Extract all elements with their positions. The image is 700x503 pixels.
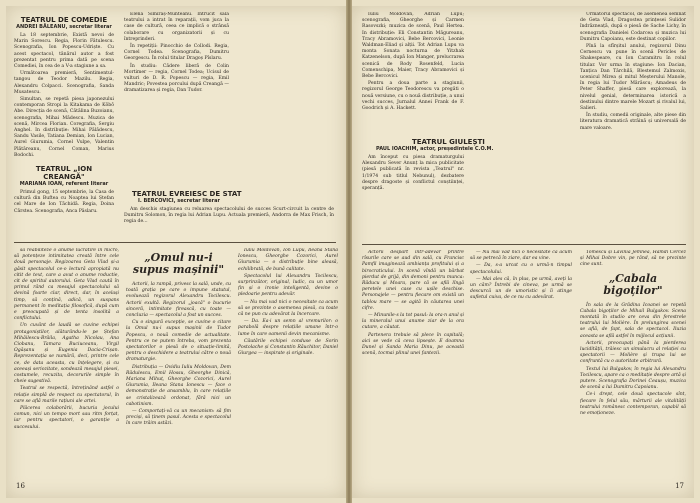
right-col-giulesti xyxy=(362,134,572,234)
theater-giulesti-title: TEATRUL GIULEȘTI xyxy=(412,138,485,146)
right-col-a xyxy=(362,12,464,132)
section-divider xyxy=(14,242,336,243)
paragraph: — Minunile-s la tot pasul: la ora-n anul și la mineralul unui anume ziar de la ora cutare, a căutat. xyxy=(362,313,464,331)
paragraph: Căutările echipei conduse de Sorin Postolache și Constantin Răuchitor, Daniel Giurgea — inspirate și originale. xyxy=(238,338,338,357)
paragraph: — Da. Ea-i un semn al vremurilor: o parabolă despre relațiile umane într-o lume în care oamenii devin mecanisme. xyxy=(238,319,338,337)
paragraph: — Nu mai vad nici o necesitate ca acum să se prezinte o asemenea piesă, cu toate că ne pun cu adevărat la încercare. xyxy=(238,299,338,318)
paragraph: Iuliu Moldovan, Ion Lupu, Ileana Stana Ionescu, Gheorghe Cozorici, Aurel Giurumia — o distribuție bine aleasă, echilibrată, de bună calitate. xyxy=(238,248,338,272)
theater-creanga-author: MARIANA IOAN, referent literar xyxy=(19,181,109,188)
paragraph: Primul gong, 15 septembrie, la Casa de cultură din Buftea cu Noaptea lui Ștefan cel Mare de Ion Tăchidă. Regia, Doina Cârstea. Scenografia, Anca Pâslaru. xyxy=(14,190,114,214)
left-page xyxy=(6,6,346,498)
paragraph: Tomescu și Lavinia Jemnea, Hamdi Cercez și Mihai Dobre vin, pe rând, să ne prezinte cine sunt. xyxy=(580,250,686,268)
right-page xyxy=(352,6,694,498)
paragraph: — Da, s-a urcat cu o urmă-n timpul spectacolului. xyxy=(470,263,572,275)
paragraph: Iuliu Moldovan, Adrian Lupu; scenografia, Gheorghe și Carmen Rasovszki; muzica de scenă, Paul Hertea. In distribuție: Eli Constantin Măgureanu, Tracy Abramovici, Bebe Bercovici, Leonie Waldman-Eliad și alții. Tot Adrian Lupu va monta Sonata nocturna de Yitzhak Katzenelson, după Ion Manger, prelucrarea scenică de Rody Rosenfeld, Lucia Comenschipa, Maier, Tracy Abramovici și Bebe Bercovici. xyxy=(362,12,464,80)
review-title: „Omul nu-i supus mașinii" xyxy=(132,251,225,276)
paragraph: Ce-i drept, cele două spectacole sînt, fiecare în felul său, mărturii ale vitalității teatrului românesc contemporan, capabil să ne emoționeze. xyxy=(580,392,686,417)
paragraph: În repetiții: Pinocchio de Collodi. Regia, Cornel Todea. Scenografia, Dumitru Georgescu. În rolul titular Dragoș Pîslaru. xyxy=(124,44,229,62)
paragraph: La 18 septembrie, Existã nevoi de Marin Sorescu. Regia, Florin Fătulescu. Scenografia, Ion Popescu-Udriște. Cu acest spectacol, tânărul autor a fost prezentat pentru prima dată pe scena Comediei, în cea de a V-a stagiune a sa. xyxy=(14,33,114,70)
left-col-top-3 xyxy=(124,186,334,234)
review-col-1 xyxy=(14,248,119,483)
right-col-b xyxy=(580,12,686,242)
theater-comedy-title: TEATRUL DE COMEDIE xyxy=(20,16,108,24)
paragraph: Următorul spectacol, de asemenea semnat de Geta Vlad, Dragostea prințesei Sulidor îndrăzneață, după o piesă de Sache Lichy, în scenografia Danielei Codarcea și muzica lui Dumitru Capoianu, este destinat copiilor. xyxy=(580,12,686,42)
paragraph: — Mai ales că, în plus, pe urmă, aveți la un căm? Întrebi de cineva, pe urmă se descurcă un de umoristic și îi atinge sufletul cuiva, de ce nu cu adevărat. xyxy=(470,276,572,301)
right-col-c xyxy=(362,250,464,482)
paragraph: Actorii despart intr-adevăr printre rîsurile care se aud din sală, cu Francisc Pamfil imaginează ambianța profitului și a birocraticului. In scenă vîndă un bărbat pierdut de grijă, din demoni pentru munca: Răducu și Moara, pare că se află lîngă peretele unei case cu ușile deschise. Personajele — pentru fiecare om există un tablou mare — se agită în căutarea unei cifre. xyxy=(362,250,464,311)
left-col-top-2 xyxy=(124,12,229,182)
paragraph: — Comportați-vă ca un mecanism: să fim preciși, să ținem pasul. Acesta e spectacolul în care trăim astăzi. xyxy=(126,409,231,427)
paragraph: Teatrul se respectă, întreținând astfel o relație simplă de respect cu spectatorul, în care se află marile rațiuni ale artei. xyxy=(14,386,119,404)
review-col-2 xyxy=(126,248,231,483)
paragraph: În sala de la Grădina Icoanei se repetă Cabala bigoților de Mihail Bulgakov. Scena montată în studio are ceva din ferestrele teatrului lui Molière. În prelungirea scenei se află, de fapt, sala de spectacol. Iluzia aceasta se află astfel în mijlocul acțiunii. xyxy=(580,302,686,339)
paragraph: Spectacolul lui Alexandru Tocilescu, surprinzător, original, ludic, cu un umor fin și o ironie inteligentă, devine o pledoarie pentru adevăr. xyxy=(238,273,338,298)
paragraph: Distribuția — Ovidiu Iuliu Moldovan, Dem Rădulescu, Emil Hossu, Gheorghe Dinică, Mariana Mihuț, Gheorghe Cozorici, Aurel Giurumia, Ileana Stana Ionescu — face o demonstrație de ansamblu, în care relațiile se cristalizează ordonat, fără nici un cabotinism. xyxy=(126,364,231,407)
theater-comedy-author: ANDREI BĂLEANU, secretar literar xyxy=(16,24,112,30)
paragraph: Am început cu piesa dramaturgului Alexandru Sever Anunț la mica publicitate (piesă publicată în revista „Teatrul" nr. 1/1974 sub titlul Nebunul), dezbatere despre dragoste și conflictul conștiinței, speranță. xyxy=(362,155,464,192)
review2-title: „Cabala bigoților" xyxy=(603,271,663,297)
theater-evreiesc-title: TEATRUL EVREIESC DE STAT xyxy=(132,190,242,198)
paragraph: Am deschis stagiunea cu reluarea spectacolului de succes Scurt-circuit la centre de Dumitru Solomon, în regia lui Adrian Lupu. Actuala premieră, Andorra de Max Frisch, în regia de... xyxy=(124,207,334,225)
paragraph: În studiu, comedii originale, alte piese din literatura dramatică străină și universală de mare valoare. xyxy=(580,113,686,131)
right-col-c2 xyxy=(470,250,572,482)
paragraph: Partenera trebuie să plece în capitală; aici se vede că ceva lipsește. E doamna Dunel și Sanda Maria Dinu, pe această scenă, tocmai plinul unei fantezii. xyxy=(362,332,464,357)
section-divider xyxy=(362,244,686,245)
paragraph: Cu o singură excepție, se cuvine o citare la Omul nu-i supus mașinii de Tudor Popescu, o nouă comedie de actualitate. Pentru ce ne putem întreba, vom prezenta spectatorilor o piesă de o situație-limită, pentru o deschidere a teatrului către o nouă dramaturgie. xyxy=(126,320,231,363)
paragraph: Actorii, la rampă, privesc la sală, unde, cu toată grația pe care o impune statutul, evoluează regizorul Alexandru Tocilescu. Actorii exultă. Regizorul „joacă" o bucurie sinceră, intimitate firească, cu toate — concluzia — spectacolul a fost un succes. xyxy=(126,282,231,319)
paragraph: să reabiliteze o anume lucrătire în micro, să potențeze intimitatea creată între cele două personaje. Regizoarea Geta Vlad și-a găsit spectacolul ce-o lectură apropiată nu citit de text, care a avut o anume roductie, cit de spiritul autorului. Geta Vlad caută în primul rând ca mesajul spectacolului să devină foarte clar, direct, dar, în același timp, să conțină, adică, un suspans permanent în meditația filosofică, după cum e preocupată și de tenta insolită a conflictului. xyxy=(14,248,119,322)
review-col-3 xyxy=(238,248,338,483)
paragraph: Actorii, preocupați până la pierderea lucidității, trăiesc un simulacru al relației cu spectatorii — Molière și trupa lui se confruntă cu o autoritate arbitrară. xyxy=(580,340,686,365)
paragraph: Pînă la sfîrșitul anului, regizorul Dinu Cernescu va pune în scenă Pericles de Shakespeare, cu Ion Caramitru în rolul titular. Vor urma în stagiune: Ion Dacian, Tanțica Dan Tărchilă, Blestemul Zalmoxis, ucenicul Mirea și mitul Meșterului Manole, în regia lui Tudor Mărăscu; Amadeus de Peter Shaffer, piesă care explorează, la nivelul genial, determinarea istorică a destinului dintre marele Mozart și rivalul lui, Salieri. xyxy=(580,44,686,112)
paragraph: Un cuvânt de laudă se cuvine echipei protagoniștilor, alăturându-le pe Ștefan Mihăilescu-Brăila, Agatha Nicolau, Ana Ciobanu, Tamara Buciuceanu, Virgil Ogășanu și Eugenia Dacia-Crișan. Reprezentația se numără, deci, printre cele ce, de data aceasta, cu înțelegere, și cu aceeași seriozitate, sondează mesajul piesei, costumele, recuzita, decorurile simple în cheie sugestivă. xyxy=(14,323,119,385)
paragraph: Textul lui Bulgakov, în regia lui Alexandru Tocilescu, apare ca o meditație despre artă și putere. Scenografia Dorinei Ceaușu, muzica de scenă a lui Dumitru Capoianu. xyxy=(580,366,686,391)
paragraph: — Nu mai văd nici o necesitate ca acum să se petrecă în ziare, dar ea vine. xyxy=(470,250,572,262)
theater-creanga-title: TEATRUL „ION CREANGĂ" xyxy=(35,165,93,182)
page-number-right: 17 xyxy=(675,482,684,490)
theater-evreiesc-author: I. BERCOVICI, secretar literar xyxy=(138,198,220,204)
page-number-left: 16 xyxy=(16,482,25,490)
right-col-d xyxy=(580,250,686,482)
paragraph: Plăcerea colaborării, bucuria jocului comun, nici un tempo mort sau ritm forțat, iar pentru spectatori, o garanție a succesului. xyxy=(14,406,119,430)
theater-giulesti-author: PAUL IOACHIM, actor, președintele C.O.M. xyxy=(376,146,494,152)
paragraph: Pentru a doua parte a stagiunii, regizorul George Teodorescu va pregăti o nouă versiune, cu o nouă distribuție, a unui vechi succes, Jurnalul Annei Frank de F. Goodrich și A. Hackett. xyxy=(362,81,464,112)
paragraph: În studiu: Cădere liberă de Colin Mortimer — regia, Cornel Todea; Ucisul de vulturi de D. R. Popescu — regia, Emil Mandric; Povestea porcului după Creangă — dramatizarea și regia, Dan Tudor. xyxy=(124,63,229,94)
paragraph: Următoarea premieră, Sentimentul-tangou de Teodor Mazilu. Regia, Alexandru Colpacci. Scenografia, Sanda Musatescu. xyxy=(14,71,114,95)
paragraph: Simultan, se repetă piesa japonezului contemporan Stropi la Kitakama de Kōbō Abe. Direcția de scenă, Cătălina Buzoianu, scenografia, Mihai Mădescu. Muzica de scenă, Mircea Florian. Coregrafia, Sergiu Anghel. In distribuție: Mihai Pălădescu, Sandu Vasile, Tatiana Demian, Ion Lucian, Aurel Giurumia, Cornel Vulpe, Valentin Plătăreanu, Cornel Coman, Marius Bodochi. xyxy=(14,97,114,158)
paragraph: Elena Simiraș-Munteanu. Intrucît sala teatrului a intrat în reparații, vom juca la case de cultură, ceea ce implică o strânsă colaborare cu organizatorii și cu întreprinderi. xyxy=(124,12,229,42)
